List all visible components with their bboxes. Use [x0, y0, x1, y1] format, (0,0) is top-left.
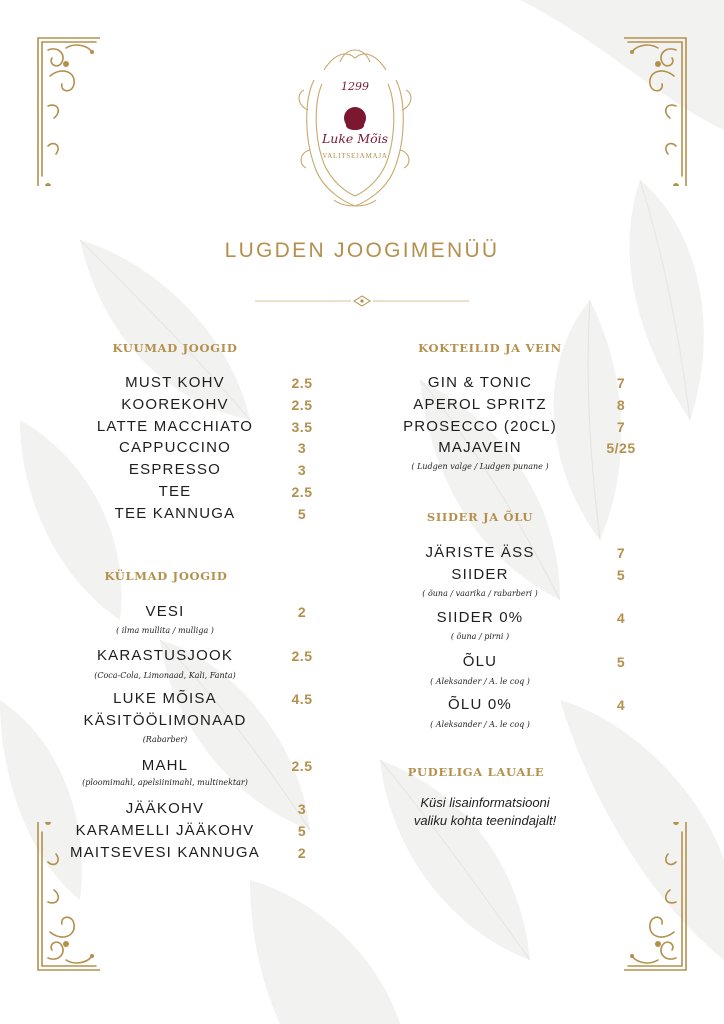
hot-item-price: 2.5	[291, 484, 313, 500]
hot-item-name: MUST KOHV	[125, 374, 225, 391]
cold-item-price: 2.5	[291, 648, 313, 664]
cold-item-name: JÄÄKOHV	[125, 800, 205, 817]
cider-item-note: ( õuna / pirni )	[450, 632, 510, 641]
hot-item-name: KOOREKOHV	[121, 396, 229, 413]
cold-item-price: 3	[297, 801, 307, 817]
hot-item-name: LATTE MACCHIATO	[96, 418, 254, 435]
beer-item-price: 5	[616, 654, 626, 670]
hot-item-name: TEE	[158, 483, 192, 500]
hot-item-price: 3	[297, 440, 307, 456]
cold-item-price: 2	[297, 845, 307, 861]
cider-item-name: SIIDER	[451, 566, 509, 583]
cold-item-name: KARASTUSJOOK	[96, 647, 234, 664]
cold-item-note: ( ilma mullita / mulliga )	[116, 626, 214, 635]
cocktail-item-price: 7	[616, 419, 626, 435]
cocktails-heading: KOKTEILID JA VEIN	[418, 341, 562, 355]
bottle-heading: PUDELIGA LAUALE	[407, 765, 545, 779]
hot-item-name: CAPPUCCINO	[118, 439, 231, 456]
cider-item-price: 7	[616, 545, 626, 561]
logo-brand: Luke Mõis	[321, 131, 389, 146]
corner-ornament-top-right	[624, 36, 688, 186]
cold-item-price: 2	[297, 604, 307, 620]
cold-item-name: KARAMELLI JÄÄKOHV	[75, 822, 255, 839]
cold-item-name: MAHL	[141, 757, 189, 774]
cold-item-note: (Coca-Cola, Limonaad, Kali, Fanta)	[94, 671, 236, 680]
bottle-info-line-1: Küsi lisainformatsiooni	[420, 795, 550, 810]
bottle-info-text	[385, 794, 585, 830]
beer-item-name: ÕLU	[462, 653, 498, 670]
cold-item-price: 4.5	[291, 691, 313, 707]
logo	[294, 40, 416, 210]
logo-year: 1299	[341, 80, 369, 93]
cider-item-price: 5	[616, 567, 626, 583]
hot-item-name: TEE KANNUGA	[114, 505, 236, 522]
cold-item-price: 5	[297, 823, 307, 839]
beer-item-name: ÕLU 0%	[448, 696, 512, 713]
cold-item-name-line2: KÄSITÖÖLIMONAAD	[83, 712, 247, 729]
title-divider	[255, 294, 469, 308]
cocktail-item-name: MAJAVEIN	[438, 439, 522, 456]
hot-drinks-heading: KUUMAD JOOGID	[112, 341, 238, 355]
cider-beer-heading: SIIDER JA ÕLU	[426, 510, 534, 524]
corner-ornament-bottom-right	[624, 822, 688, 972]
cider-item-price: 4	[616, 610, 626, 626]
cocktail-item-price: 8	[616, 397, 626, 413]
cold-item-name: VESI	[145, 603, 185, 620]
cold-drinks-heading: KÜLMAD JOOGID	[104, 569, 228, 583]
beer-item-note: ( Aleksander / A. le coq )	[430, 677, 530, 686]
cold-item-name: MAITSEVESI KANNUGA	[70, 844, 260, 861]
cocktail-item-note: ( Ludgen valge / Ludgen punane )	[411, 462, 549, 471]
cold-item-note: (ploomimahl, apelsiinimahl, multinektar)	[82, 778, 248, 787]
cocktail-item-name: APEROL SPRITZ	[413, 396, 547, 413]
hot-item-price: 5	[297, 506, 307, 522]
hot-item-price: 2.5	[291, 397, 313, 413]
bottle-info-line-2: valiku kohta teenindajalt!	[413, 813, 557, 828]
cold-item-price: 2.5	[291, 758, 313, 774]
cold-item-note: (Rabarber)	[142, 735, 188, 744]
corner-ornament-top-left	[36, 36, 100, 186]
hot-item-price: 3	[297, 462, 307, 478]
cocktail-item-name: GIN & TONIC	[427, 374, 533, 391]
cocktail-item-price: 7	[616, 375, 626, 391]
cider-item-note: ( õuna / vaarika / rabarberi )	[422, 589, 538, 598]
cider-item-name: JÄRISTE ÄSS	[425, 544, 535, 561]
page-title: LUGDEN JOOGIMENÜÜ	[224, 239, 500, 262]
hot-item-price: 3.5	[291, 419, 313, 435]
logo-subtitle: VALITSEJAMAJA	[322, 152, 388, 160]
beer-item-note: ( Aleksander / A. le coq )	[430, 720, 530, 729]
hot-item-name: ESPRESSO	[128, 461, 222, 478]
cold-item-name: LUKE MÕISA	[113, 690, 217, 707]
cider-item-name: SIIDER 0%	[436, 609, 524, 626]
cocktail-item-name: PROSECCO (20CL)	[403, 418, 557, 435]
beer-item-price: 4	[616, 697, 626, 713]
cocktail-item-price: 5/25	[606, 440, 636, 456]
hot-item-price: 2.5	[291, 375, 313, 391]
